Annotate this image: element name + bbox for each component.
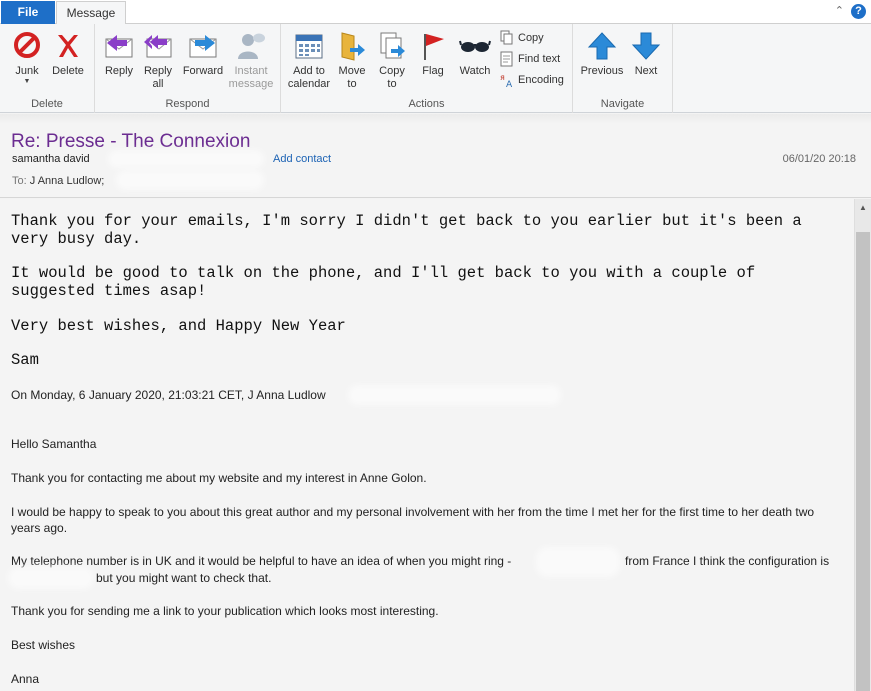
copy-button[interactable] bbox=[499, 29, 544, 48]
junk-button[interactable] bbox=[6, 30, 48, 86]
reply-button[interactable] bbox=[101, 30, 137, 78]
move-to-label-2: to bbox=[347, 78, 357, 90]
watch-label: Watch bbox=[459, 65, 491, 77]
encoding-button[interactable] bbox=[499, 71, 564, 90]
encoding-icon bbox=[499, 72, 515, 88]
message-subject: Re: Presse - The Connexion bbox=[11, 131, 251, 152]
body-paragraph-3: Very best wishes, and Happy New Year bbox=[11, 317, 346, 335]
message-date: 06/01/20 20:18 bbox=[782, 153, 856, 165]
calendar-icon bbox=[293, 30, 325, 62]
flag-label: Flag bbox=[422, 65, 444, 77]
svg-text:A: A bbox=[506, 80, 513, 88]
quote-header: On Monday, 6 January 2020, 21:03:21 CET, J Anna Ludlow bbox=[11, 388, 326, 402]
instant-message-label-1: Instant bbox=[234, 65, 268, 77]
group-respond bbox=[95, 24, 281, 113]
next-label: Next bbox=[634, 65, 658, 77]
add-to-calendar-label-2: calendar bbox=[287, 78, 331, 90]
chevron-down-icon: ▼ bbox=[23, 78, 31, 85]
quoted-paragraph-3a: My telephone number is in UK and it would be helpful to have an idea of when you might ring - bbox=[11, 554, 512, 568]
message-header bbox=[0, 114, 871, 198]
previous-label: Previous bbox=[580, 65, 624, 77]
quoted-paragraph-4: Thank you for sending me a link to your publication which looks most interesting. bbox=[11, 604, 439, 618]
flag-icon bbox=[417, 30, 449, 62]
to-label: To: bbox=[12, 175, 27, 187]
body-paragraph-1: Thank you for your emails, I'm sorry I didn't get back to you earlier but it's been a very busy day. bbox=[11, 212, 802, 248]
body-signature: Sam bbox=[11, 351, 39, 369]
delete-icon bbox=[52, 30, 84, 62]
reply-all-label-2: all bbox=[152, 78, 164, 90]
group-navigate bbox=[573, 24, 673, 113]
previous-arrow-icon bbox=[586, 30, 618, 62]
watch-button[interactable] bbox=[455, 30, 495, 78]
redacted-recipient bbox=[120, 174, 260, 186]
scroll-up-arrow-icon[interactable]: ▲ bbox=[859, 203, 867, 212]
junk-icon bbox=[11, 30, 43, 62]
tab-file[interactable]: File bbox=[1, 1, 55, 24]
next-arrow-icon bbox=[630, 30, 662, 62]
sender-name[interactable]: samantha david bbox=[12, 153, 90, 165]
delete-label: Delete bbox=[52, 65, 84, 77]
copy-to-label-2: to bbox=[387, 78, 397, 90]
quoted-paragraph-1: Thank you for contacting me about my website and my interest in Anne Golon. bbox=[11, 471, 427, 485]
copy-label: Copy bbox=[518, 32, 544, 44]
instant-message-icon bbox=[235, 30, 267, 62]
watch-glasses-icon bbox=[459, 30, 491, 62]
redacted-config bbox=[12, 571, 90, 585]
previous-button[interactable] bbox=[579, 30, 625, 78]
redacted-phone bbox=[540, 551, 616, 573]
redacted-quote-email bbox=[352, 389, 557, 401]
move-to-label-1: Move bbox=[338, 65, 366, 77]
quoted-closing: Best wishes bbox=[11, 638, 76, 652]
collapse-icon[interactable]: ⌃ bbox=[834, 5, 844, 17]
to-line bbox=[12, 175, 104, 187]
add-to-calendar-label-1: Add to bbox=[293, 65, 325, 77]
copy-to-button[interactable] bbox=[374, 30, 410, 91]
group-delete bbox=[0, 24, 95, 113]
move-folder-icon bbox=[336, 30, 368, 62]
quoted-paragraph-3b: from France I think the configuration is bbox=[625, 554, 830, 568]
copy-to-label-1: Copy bbox=[379, 65, 405, 77]
message-body bbox=[0, 199, 854, 691]
forward-label: Forward bbox=[182, 65, 224, 77]
instant-message-button[interactable] bbox=[227, 30, 275, 91]
reply-icon bbox=[103, 30, 135, 62]
next-button[interactable] bbox=[629, 30, 663, 78]
flag-button[interactable] bbox=[415, 30, 451, 78]
group-label-actions: Actions bbox=[408, 98, 445, 110]
quoted-paragraph-2: I would be happy to speak to you about this great author and my personal involvement with her from the time I met her for the first time to her death two years ago. bbox=[11, 505, 815, 535]
svg-text:я: я bbox=[500, 73, 505, 82]
move-to-button[interactable] bbox=[334, 30, 370, 91]
body-paragraph-2: It would be good to talk on the phone, and I'll get back to you with a couple of suggested times asap! bbox=[11, 264, 756, 300]
reply-all-button[interactable] bbox=[140, 30, 176, 91]
instant-message-label-2: message bbox=[228, 78, 274, 90]
group-label-navigate: Navigate bbox=[600, 98, 645, 110]
tab-message[interactable]: Message bbox=[56, 1, 126, 25]
find-text-icon bbox=[499, 51, 515, 67]
forward-button[interactable] bbox=[180, 30, 226, 78]
reply-label: Reply bbox=[104, 65, 134, 77]
delete-button[interactable] bbox=[48, 30, 88, 78]
ribbon-tab-bar bbox=[0, 0, 871, 24]
copy-icon bbox=[499, 30, 515, 46]
reply-all-icon bbox=[142, 30, 174, 62]
group-label-delete: Delete bbox=[31, 98, 63, 110]
add-contact-link[interactable]: Add contact bbox=[273, 153, 332, 165]
forward-icon bbox=[187, 30, 219, 62]
add-to-calendar-button[interactable] bbox=[287, 30, 331, 91]
quoted-paragraph-3c: but you might want to check that. bbox=[96, 571, 272, 585]
vertical-scrollbar[interactable] bbox=[854, 199, 871, 691]
redacted-email bbox=[112, 154, 260, 164]
quoted-signature: Anna bbox=[11, 672, 40, 686]
ribbon bbox=[0, 24, 871, 113]
group-actions bbox=[281, 24, 573, 113]
encoding-label: Encoding bbox=[518, 74, 564, 86]
junk-label: Junk bbox=[15, 65, 39, 77]
copy-to-icon bbox=[376, 30, 408, 62]
scrollbar-thumb[interactable] bbox=[856, 232, 870, 691]
find-text-label: Find text bbox=[518, 53, 561, 65]
quoted-greeting: Hello Samantha bbox=[11, 437, 97, 451]
group-label-respond: Respond bbox=[165, 98, 210, 110]
reply-all-label-1: Reply bbox=[143, 65, 173, 77]
find-text-button[interactable] bbox=[499, 50, 560, 69]
help-icon[interactable]: ? bbox=[851, 4, 866, 19]
to-recipient[interactable]: J Anna Ludlow; bbox=[29, 175, 105, 187]
